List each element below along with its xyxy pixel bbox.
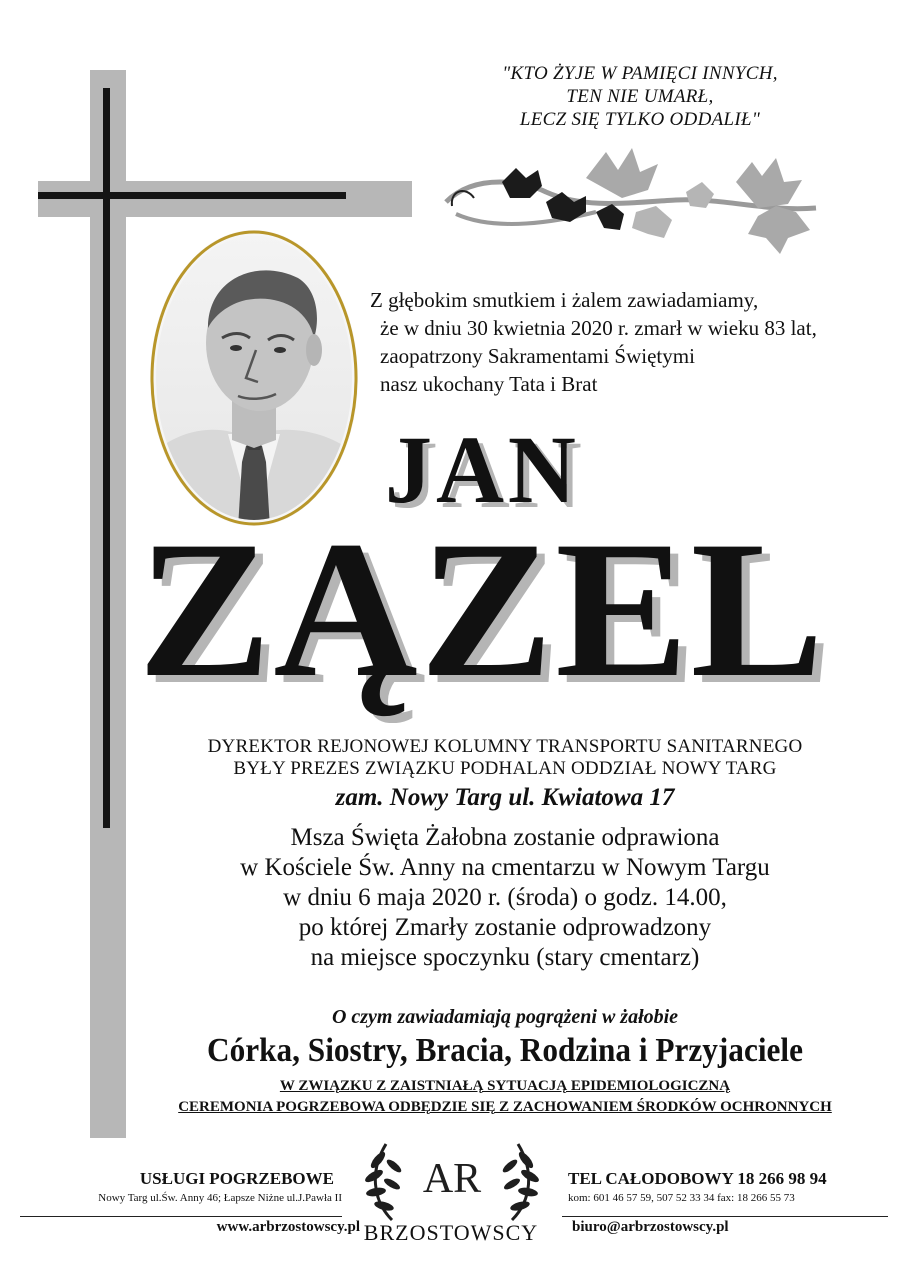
- memorial-quote: [440, 62, 840, 131]
- mass-line: Msza Święta Żałobna zostanie odprawiona: [290, 824, 720, 851]
- mass-line: na miejsce spoczynku (stary cmentarz): [310, 944, 700, 971]
- mourners-intro: O czym zawiadamiają pogrążeni w żałobie: [331, 1006, 679, 1028]
- deceased-surname: ZĄZEL: [138, 501, 826, 718]
- quote-line: TEN NIE UMARŁ,: [566, 86, 714, 107]
- cross-shadow-horizontal: [38, 181, 412, 217]
- brand-name: BRZOSTOWSCY: [363, 1220, 539, 1245]
- intro-line: Z głębokim smutkiem i żalem zawiadamiamy,: [370, 288, 759, 312]
- phone-title: TEL CAŁODOBOWY 18 266 98 94: [568, 1169, 827, 1188]
- notice-line: W ZWIĄZKU Z ZAISTNIAŁĄ SYTUACJĄ EPIDEMIOLOGICZNĄ: [279, 1078, 731, 1094]
- mass-line: po której Zmarły zostanie odprowadzony: [298, 914, 712, 941]
- deceased-first-name: JAN: [385, 416, 580, 523]
- funeral-services-address: Nowy Targ ul.Św. Anny 46; Łapsze Niżne ul.J.Pawła II: [98, 1192, 342, 1204]
- logo-monogram: AR: [422, 1156, 482, 1202]
- residence-address: zam. Nowy Targ ul. Kwiatowa 17: [335, 784, 675, 811]
- title-line: DYREKTOR REJONOWEJ KOLUMNY TRANSPORTU SANITARNEGO: [207, 736, 803, 757]
- quote-line: "KTO ŻYJE W PAMIĘCI INNYCH,: [502, 63, 778, 84]
- mourners-list: Córka, Siostry, Bracia, Rodzina i Przyjaciele: [207, 1032, 803, 1069]
- announcement-intro: [370, 286, 880, 398]
- mass-line: w Kościele Św. Anny na cmentarzu w Nowym Targu: [240, 854, 770, 881]
- intro-line: że w dniu 30 kwietnia 2020 r. zmarł w wieku 83 lat,: [380, 316, 817, 340]
- mass-line: w dniu 6 maja 2020 r. (środa) o godz. 14.00,: [283, 884, 727, 911]
- grape-leaf-vine-icon: [436, 142, 826, 262]
- laurel-wreath-logo-icon: [352, 1130, 552, 1230]
- epidemic-notice: [120, 1076, 890, 1118]
- cross-bar: [38, 192, 346, 199]
- funeral-mass-info: [120, 823, 890, 973]
- portrait-photo: [148, 228, 360, 528]
- cross-icon: [103, 88, 110, 828]
- website-link[interactable]: www.arbrzostowscy.pl: [216, 1219, 360, 1235]
- phone-contacts: kom: 601 46 57 59, 507 52 33 34 fax: 18 266 55 73: [568, 1192, 795, 1204]
- intro-line: zaopatrzony Sakramentami Świętymi: [380, 344, 695, 368]
- notice-line: CEREMONIA POGRZEBOWA ODBĘDZIE SIĘ Z ZACHOWANIEM ŚRODKÓW OCHRONNYCH: [178, 1099, 832, 1115]
- quote-line: LECZ SIĘ TYLKO ODDALIŁ": [519, 109, 761, 130]
- intro-line: nasz ukochany Tata i Brat: [380, 372, 598, 396]
- email-link[interactable]: biuro@arbrzostowscy.pl: [572, 1219, 729, 1235]
- funeral-services-title: USŁUGI POGRZEBOWE: [139, 1169, 334, 1188]
- deceased-titles: [120, 736, 890, 780]
- footer-right: [568, 1168, 888, 1206]
- title-line: BYŁY PREZES ZWIĄZKU PODHALAN ODDZIAŁ NOWY TARG: [233, 758, 777, 779]
- footer-left: [20, 1168, 342, 1206]
